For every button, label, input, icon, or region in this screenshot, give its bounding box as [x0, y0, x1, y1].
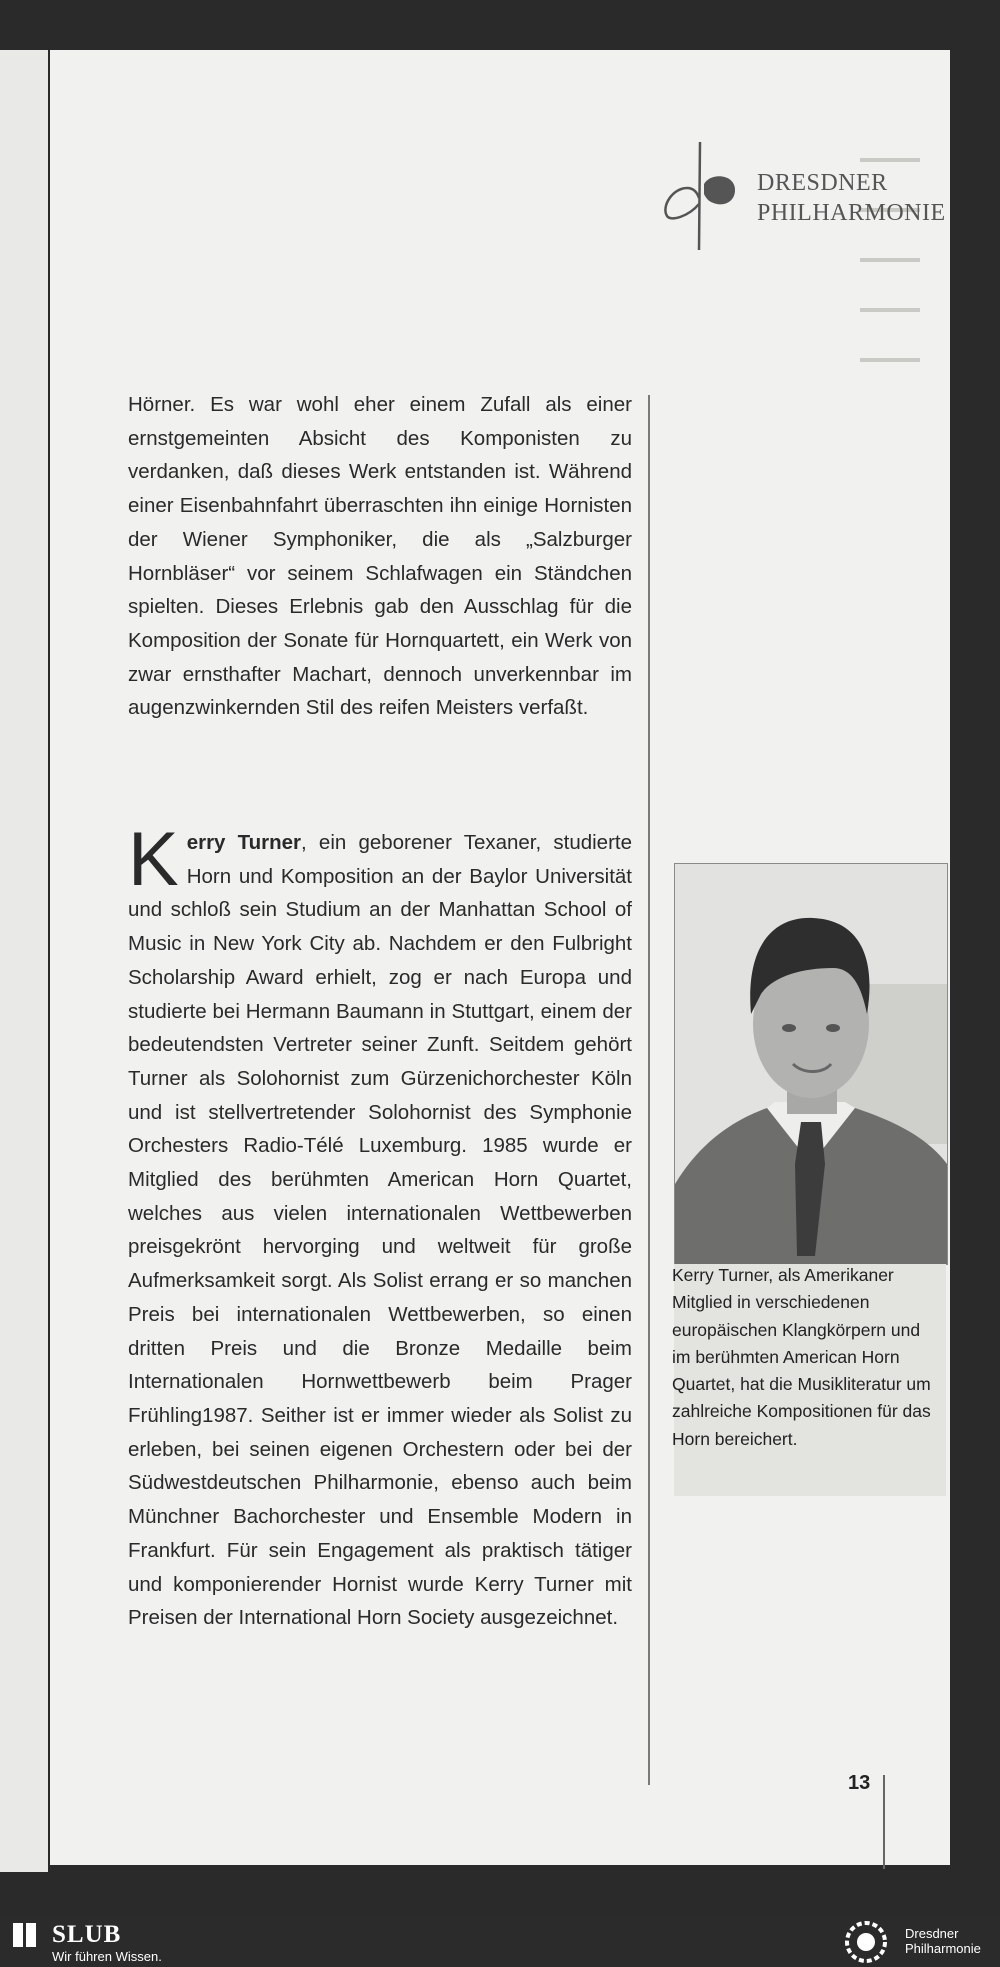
facing-page-edge	[0, 50, 48, 1872]
article-body	[128, 388, 632, 1635]
viewer-footer-bar	[0, 1917, 1000, 1967]
photo-caption-text: Kerry Turner, als Amerikaner Mitglied in verschiedenen europäischen Klangkörpern und im berühmten American Horn Quartet, hat die Musikliteratur um zahlreiche Kompositionen für das Horn bereichert.	[672, 1265, 931, 1449]
portrait-image-icon	[675, 864, 947, 1264]
philharmonie-label	[905, 1926, 981, 1956]
philharmonie-label-line-1: Dresdner	[905, 1926, 959, 1941]
drop-cap: K	[128, 817, 179, 903]
paragraph-2-text: , ein geborener Texaner, studierte Horn und Komposition an der Baylor Universität und schloß sein Studium an der Manhattan School of Music in New York City ab. Nachdem er den Fulbright Scholarship Award erhielt, zog er nach Europa und studierte bei Hermann Baumann in Stuttgart, einem der bedeutendsten Vertreter seiner Zunft. Seitdem gehört Turner als Solohornist zum Gürzenichorchester Köln und ist stellvertretender Solohornist des Symphonie Orchesters Radio-Télé Luxemburg. 1985 wurde er Mitglied des berühmten American Horn Quartet, welches aus vielen internationalen Wettbewerben preisgekrönt hervorging und weltweit für große Aufmerksamkeit sorgt. Als Solist errang er so manchen Preis bei internationalen Wettbewerben, so einen dritten Preis und die Bronze Medaille beim Internationalen Hornwettbewerb beim Prager Frühling1987. Seither ist er immer wieder als Solist zu erleben, bei seinen eigenen Orchestern oder bei der Südwestdeutschen Philharmonie, ebenso auch beim Münchner Bachorchester und Ensemble Modern in Frankfurt. Für sein Engagement als praktisch tätiger und komponierender Hornist wurde Kerry Turner mit Preisen der International Horn Society ausgezeichnet.	[128, 831, 632, 1630]
document-page	[50, 50, 950, 1865]
philharmonie-badge-icon	[840, 1920, 892, 1964]
logo-wordmark	[757, 168, 946, 228]
logo-line-1: DRESDNER	[757, 170, 888, 196]
philharmonie-label-line-2: Philharmonie	[905, 1941, 981, 1956]
slub-book-icon	[12, 1921, 38, 1949]
slub-tagline: Wir führen Wissen.	[52, 1949, 162, 1964]
article-paragraph-1: Hörner. Es war wohl eher einem Zufall als einer ernstgemeinten Absicht des Komponisten zu verdanken, daß dieses Werk entstanden ist. Während einer Eisenbahnfahrt überraschten ihn einige Hornisten der Wiener Symphoniker, die als „Salzburger Hornbläser“ vor seinem Schlafwagen ein Ständchen spielten. Dieses Erlebnis gab den Ausschlag für die Komposition der Sonate für Hornquartett, ein Werk von zwar ernsthafter Machart, dennoch unverkennbar im augenzwinkernden Stil des reifen Meisters verfaßt.	[128, 393, 632, 720]
portrait-photo	[674, 863, 948, 1265]
slub-name: SLUB	[52, 1921, 122, 1948]
photo-caption	[672, 1262, 934, 1453]
page-number: 13	[848, 1772, 871, 1794]
page-number-rule	[883, 1775, 885, 1869]
dp-monogram-icon	[615, 92, 755, 262]
logo-line-2: PHILHARMONIE	[757, 200, 946, 226]
column-divider	[648, 395, 650, 1785]
artist-name: erry Turner	[186, 831, 302, 855]
article-paragraph-2	[128, 817, 632, 1635]
dresdner-philharmonie-logo	[615, 92, 946, 262]
